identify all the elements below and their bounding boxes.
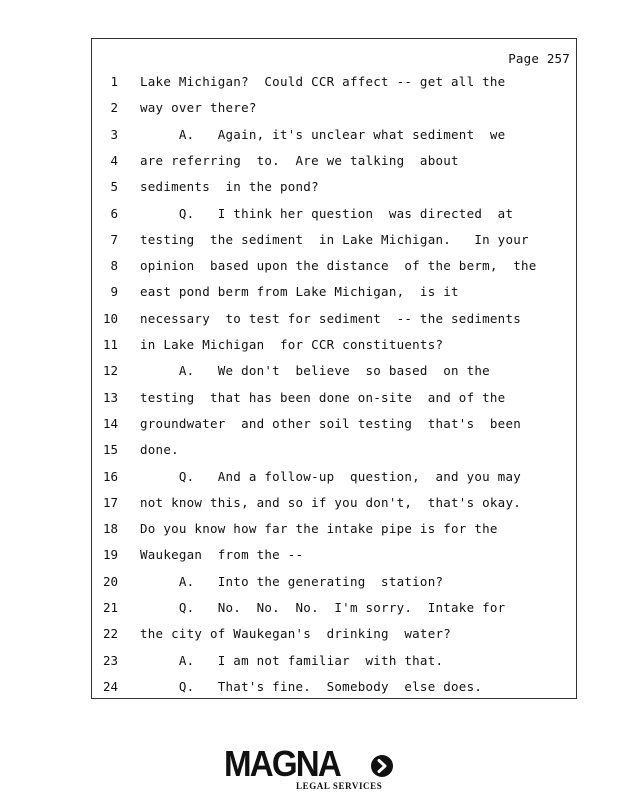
line-number: 4 [110,152,118,168]
line-number: 23 [102,652,118,668]
line-number: 22 [102,626,118,642]
transcript-line: groundwater and other soil testing that's been [140,415,522,431]
line-number: 20 [102,573,118,589]
transcript-line: the city of Waukegan's drinking water? [140,626,452,642]
transcript-line: sediments in the pond? [140,179,319,195]
line-number: 7 [110,231,118,247]
line-number: 17 [102,494,118,510]
line-number: 12 [102,363,118,379]
transcript-line: Q. No. No. No. I'm sorry. Intake for [140,600,506,615]
transcript-line: A. Again, it's unclear what sediment we [140,126,506,142]
line-number: 24 [102,678,118,694]
transcript-line: Q. And a follow-up question, and you may [140,468,522,484]
line-number: 19 [102,547,118,563]
transcript-line: opinion based upon the distance of the berm, the [140,258,537,274]
chevron-right-circle-icon [370,754,394,778]
line-number: 15 [102,442,118,458]
transcript-line: A. I am not familiar with that. [140,652,444,668]
transcript-line: A. Into the generating station? [140,573,444,589]
line-number: 16 [102,468,118,484]
logo-subtitle: LEGAL SERVICES [296,781,383,791]
transcript-line: testing the sediment in Lake Michigan. In your [140,231,529,247]
transcript-line: in Lake Michigan for CCR constituents? [140,337,444,352]
transcript-line: Do you know how far the intake pipe is for the [140,521,498,537]
line-number: 11 [102,337,118,352]
logo-wordmark: MAGNA [224,743,340,784]
line-number: 21 [102,600,118,615]
line-number: 18 [102,521,118,537]
magna-logo [224,744,396,794]
transcript-line: necessary to test for sediment -- the sediments [140,310,522,326]
transcript-page [91,38,577,699]
transcript-line: Lake Michigan? Could CCR affect -- get all the [140,74,506,89]
line-number: 14 [102,415,118,431]
line-number: 13 [102,389,118,405]
line-number: 1 [110,74,118,89]
transcript-line: are referring to. Are we talking about [140,152,459,168]
transcript-line: east pond berm from Lake Michigan, is it [140,284,459,300]
line-number: 2 [110,100,118,116]
transcript-line: way over there? [140,100,257,116]
transcript-line: testing that has been done on-site and of the [140,389,506,405]
line-number: 9 [110,284,118,300]
transcript-line: A. We don't believe so based on the [140,363,490,379]
line-number: 10 [102,310,118,326]
page-number: Page 257 [508,51,570,66]
transcript-line: Waukegan from the -- [140,547,304,563]
line-number: 5 [110,179,118,195]
line-number: 3 [110,126,118,142]
transcript-line: Q. I think her question was directed at [140,205,514,221]
transcript-line: Q. That's fine. Somebody else does. [140,678,483,694]
line-number: 6 [110,205,118,221]
transcript-line: done. [140,442,179,458]
transcript-line: not know this, and so if you don't, that's okay. [140,494,522,510]
line-number: 8 [110,258,118,274]
